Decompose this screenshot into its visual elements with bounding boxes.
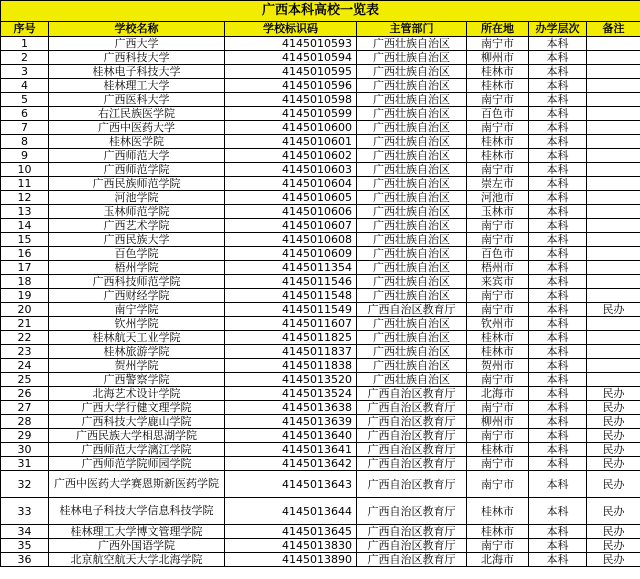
- table-row: [1, 37, 640, 51]
- school-name-cell: 广西外国语学院: [49, 539, 225, 553]
- department-cell: 广西自治区教育厅: [357, 387, 467, 401]
- table-title: 广西本科高校一览表: [1, 1, 640, 22]
- remark-cell: [587, 65, 640, 79]
- remark-cell: [587, 79, 640, 93]
- department-cell: 广西壮族自治区: [357, 79, 467, 93]
- department-cell: 广西壮族自治区: [357, 219, 467, 233]
- school-name-cell: 广西民族大学: [49, 233, 225, 247]
- table-row: [1, 205, 640, 219]
- table-row: [1, 163, 640, 177]
- row-number-cell: 9: [1, 149, 49, 163]
- remark-cell: 民办: [587, 387, 640, 401]
- location-cell: 桂林市: [467, 65, 529, 79]
- level-cell: 本科: [529, 553, 587, 567]
- department-cell: 广西自治区教育厅: [357, 498, 467, 525]
- remark-cell: [587, 163, 640, 177]
- remark-cell: [587, 275, 640, 289]
- table-row: [1, 331, 640, 345]
- table-row: [1, 457, 640, 471]
- level-cell: 本科: [529, 401, 587, 415]
- department-cell: 广西壮族自治区: [357, 177, 467, 191]
- location-cell: 桂林市: [467, 443, 529, 457]
- table-row: [1, 135, 640, 149]
- location-cell: 崇左市: [467, 177, 529, 191]
- level-cell: 本科: [529, 289, 587, 303]
- table-row: [1, 219, 640, 233]
- remark-cell: 民办: [587, 443, 640, 457]
- remark-cell: [587, 233, 640, 247]
- level-cell: 本科: [529, 121, 587, 135]
- department-cell: 广西自治区教育厅: [357, 415, 467, 429]
- remark-cell: 民办: [587, 415, 640, 429]
- level-cell: 本科: [529, 457, 587, 471]
- school-code-cell: 4145010606: [225, 205, 357, 219]
- school-name-cell: 广西中医药大学: [49, 121, 225, 135]
- department-cell: 广西壮族自治区: [357, 205, 467, 219]
- department-cell: 广西壮族自治区: [357, 191, 467, 205]
- table-row: [1, 261, 640, 275]
- school-code-cell: 4145010593: [225, 37, 357, 51]
- remark-cell: [587, 247, 640, 261]
- department-cell: 广西壮族自治区: [357, 233, 467, 247]
- header-cell: 序号: [1, 22, 49, 37]
- row-number-cell: 11: [1, 177, 49, 191]
- remark-cell: [587, 373, 640, 387]
- department-cell: 广西壮族自治区: [357, 289, 467, 303]
- level-cell: 本科: [529, 415, 587, 429]
- row-number-cell: 17: [1, 261, 49, 275]
- department-cell: 广西自治区教育厅: [357, 303, 467, 317]
- school-code-cell: 4145010595: [225, 65, 357, 79]
- remark-cell: [587, 219, 640, 233]
- table-row: [1, 525, 640, 539]
- department-cell: 广西自治区教育厅: [357, 553, 467, 567]
- row-number-cell: 33: [1, 498, 49, 525]
- school-name-cell: 广西师范学院师园学院: [49, 457, 225, 471]
- remark-cell: [587, 135, 640, 149]
- school-name-cell: 广西师范大学: [49, 149, 225, 163]
- row-number-cell: 15: [1, 233, 49, 247]
- school-code-cell: 4145010608: [225, 233, 357, 247]
- location-cell: 南宁市: [467, 121, 529, 135]
- school-name-cell: 玉林师范学院: [49, 205, 225, 219]
- level-cell: 本科: [529, 373, 587, 387]
- school-name-cell: 北京航空航天大学北海学院: [49, 553, 225, 567]
- row-number-cell: 21: [1, 317, 49, 331]
- location-cell: 柳州市: [467, 51, 529, 65]
- location-cell: 玉林市: [467, 205, 529, 219]
- table-row: [1, 247, 640, 261]
- level-cell: 本科: [529, 303, 587, 317]
- row-number-cell: 5: [1, 93, 49, 107]
- level-cell: 本科: [529, 345, 587, 359]
- table-row: [1, 275, 640, 289]
- level-cell: 本科: [529, 317, 587, 331]
- school-name-cell: 广西民族师范学院: [49, 177, 225, 191]
- level-cell: 本科: [529, 525, 587, 539]
- school-code-cell: 4145013641: [225, 443, 357, 457]
- table-row: [1, 233, 640, 247]
- school-code-cell: 4145010601: [225, 135, 357, 149]
- table-row: [1, 443, 640, 457]
- row-number-cell: 35: [1, 539, 49, 553]
- location-cell: 南宁市: [467, 401, 529, 415]
- level-cell: 本科: [529, 331, 587, 345]
- location-cell: 桂林市: [467, 135, 529, 149]
- row-number-cell: 28: [1, 415, 49, 429]
- location-cell: 南宁市: [467, 303, 529, 317]
- department-cell: 广西壮族自治区: [357, 149, 467, 163]
- level-cell: 本科: [529, 498, 587, 525]
- remark-cell: 民办: [587, 498, 640, 525]
- location-cell: 贺州市: [467, 359, 529, 373]
- school-code-cell: 4145013642: [225, 457, 357, 471]
- row-number-cell: 8: [1, 135, 49, 149]
- school-code-cell: 4145011548: [225, 289, 357, 303]
- header-cell: 办学层次: [529, 22, 587, 37]
- row-number-cell: 34: [1, 525, 49, 539]
- level-cell: 本科: [529, 429, 587, 443]
- school-name-cell: 右江民族医学院: [49, 107, 225, 121]
- school-name-cell: 广西师范学院: [49, 163, 225, 177]
- level-cell: 本科: [529, 51, 587, 65]
- location-cell: 南宁市: [467, 471, 529, 498]
- remark-cell: [587, 191, 640, 205]
- header-cell: 所在地: [467, 22, 529, 37]
- table-row: [1, 289, 640, 303]
- level-cell: 本科: [529, 135, 587, 149]
- department-cell: 广西壮族自治区: [357, 261, 467, 275]
- remark-cell: [587, 37, 640, 51]
- school-name-cell: 桂林电子科技大学: [49, 65, 225, 79]
- department-cell: 广西自治区教育厅: [357, 443, 467, 457]
- location-cell: 桂林市: [467, 345, 529, 359]
- school-code-cell: 4145010605: [225, 191, 357, 205]
- row-number-cell: 26: [1, 387, 49, 401]
- school-code-cell: 4145010600: [225, 121, 357, 135]
- department-cell: 广西壮族自治区: [357, 93, 467, 107]
- school-code-cell: 4145011549: [225, 303, 357, 317]
- level-cell: 本科: [529, 247, 587, 261]
- remark-cell: [587, 359, 640, 373]
- department-cell: 广西自治区教育厅: [357, 525, 467, 539]
- location-cell: 南宁市: [467, 289, 529, 303]
- school-name-cell: 桂林旅游学院: [49, 345, 225, 359]
- row-number-cell: 1: [1, 37, 49, 51]
- location-cell: 南宁市: [467, 429, 529, 443]
- row-number-cell: 7: [1, 121, 49, 135]
- school-name-cell: 南宁学院: [49, 303, 225, 317]
- row-number-cell: 18: [1, 275, 49, 289]
- department-cell: 广西壮族自治区: [357, 37, 467, 51]
- row-number-cell: 27: [1, 401, 49, 415]
- school-code-cell: 4145013639: [225, 415, 357, 429]
- school-code-cell: 4145013643: [225, 471, 357, 498]
- location-cell: 钦州市: [467, 317, 529, 331]
- remark-cell: [587, 289, 640, 303]
- school-name-cell: 贺州学院: [49, 359, 225, 373]
- school-code-cell: 4145010604: [225, 177, 357, 191]
- remark-cell: 民办: [587, 401, 640, 415]
- row-number-cell: 2: [1, 51, 49, 65]
- remark-cell: [587, 317, 640, 331]
- department-cell: 广西壮族自治区: [357, 317, 467, 331]
- school-code-cell: 4145013640: [225, 429, 357, 443]
- location-cell: 桂林市: [467, 149, 529, 163]
- level-cell: 本科: [529, 443, 587, 457]
- school-code-cell: 4145013890: [225, 553, 357, 567]
- level-cell: 本科: [529, 275, 587, 289]
- location-cell: 桂林市: [467, 79, 529, 93]
- school-code-cell: 4145011546: [225, 275, 357, 289]
- level-cell: 本科: [529, 65, 587, 79]
- school-name-cell: 广西大学: [49, 37, 225, 51]
- location-cell: 南宁市: [467, 539, 529, 553]
- location-cell: 南宁市: [467, 457, 529, 471]
- school-code-cell: 4145011354: [225, 261, 357, 275]
- location-cell: 桂林市: [467, 331, 529, 345]
- department-cell: 广西壮族自治区: [357, 275, 467, 289]
- department-cell: 广西自治区教育厅: [357, 471, 467, 498]
- row-number-cell: 6: [1, 107, 49, 121]
- location-cell: 百色市: [467, 107, 529, 121]
- table-row: [1, 387, 640, 401]
- school-code-cell: 4145013645: [225, 525, 357, 539]
- level-cell: 本科: [529, 37, 587, 51]
- row-number-cell: 4: [1, 79, 49, 93]
- level-cell: 本科: [529, 93, 587, 107]
- department-cell: 广西壮族自治区: [357, 359, 467, 373]
- level-cell: 本科: [529, 219, 587, 233]
- remark-cell: [587, 107, 640, 121]
- school-name-cell: 桂林航天工业学院: [49, 331, 225, 345]
- remark-cell: [587, 121, 640, 135]
- school-name-cell: 广西民族大学相思湖学院: [49, 429, 225, 443]
- location-cell: 南宁市: [467, 93, 529, 107]
- table-row: [1, 79, 640, 93]
- table-row: [1, 359, 640, 373]
- row-number-cell: 14: [1, 219, 49, 233]
- table-row: [1, 303, 640, 317]
- level-cell: 本科: [529, 233, 587, 247]
- row-number-cell: 16: [1, 247, 49, 261]
- row-number-cell: 3: [1, 65, 49, 79]
- department-cell: 广西壮族自治区: [357, 121, 467, 135]
- school-name-cell: 桂林电子科技大学信息科技学院: [49, 498, 225, 525]
- school-name-cell: 广西师范大学漓江学院: [49, 443, 225, 457]
- row-number-cell: 30: [1, 443, 49, 457]
- location-cell: 河池市: [467, 191, 529, 205]
- table-row: [1, 498, 640, 525]
- school-code-cell: 4145011837: [225, 345, 357, 359]
- department-cell: 广西壮族自治区: [357, 163, 467, 177]
- remark-cell: [587, 205, 640, 219]
- department-cell: 广西自治区教育厅: [357, 539, 467, 553]
- school-name-cell: 桂林医学院: [49, 135, 225, 149]
- location-cell: 南宁市: [467, 37, 529, 51]
- level-cell: 本科: [529, 149, 587, 163]
- level-cell: 本科: [529, 107, 587, 121]
- school-name-cell: 广西大学行健文理学院: [49, 401, 225, 415]
- table-row: [1, 65, 640, 79]
- level-cell: 本科: [529, 191, 587, 205]
- school-name-cell: 河池学院: [49, 191, 225, 205]
- school-name-cell: 北海艺术设计学院: [49, 387, 225, 401]
- location-cell: 来宾市: [467, 275, 529, 289]
- school-name-cell: 梧州学院: [49, 261, 225, 275]
- table-row: [1, 373, 640, 387]
- school-name-cell: 广西医科大学: [49, 93, 225, 107]
- row-number-cell: 32: [1, 471, 49, 498]
- school-code-cell: 4145010609: [225, 247, 357, 261]
- table-row: [1, 317, 640, 331]
- table-row: [1, 401, 640, 415]
- school-code-cell: 4145010602: [225, 149, 357, 163]
- remark-cell: [587, 93, 640, 107]
- row-number-cell: 29: [1, 429, 49, 443]
- level-cell: 本科: [529, 471, 587, 498]
- table-row: [1, 149, 640, 163]
- header-cell: 主管部门: [357, 22, 467, 37]
- remark-cell: [587, 51, 640, 65]
- level-cell: 本科: [529, 359, 587, 373]
- location-cell: 柳州市: [467, 415, 529, 429]
- remark-cell: [587, 331, 640, 345]
- row-number-cell: 24: [1, 359, 49, 373]
- school-code-cell: 4145013830: [225, 539, 357, 553]
- department-cell: 广西自治区教育厅: [357, 457, 467, 471]
- location-cell: 南宁市: [467, 233, 529, 247]
- department-cell: 广西壮族自治区: [357, 345, 467, 359]
- school-code-cell: 4145010596: [225, 79, 357, 93]
- school-code-cell: 4145011838: [225, 359, 357, 373]
- remark-cell: 民办: [587, 539, 640, 553]
- row-number-cell: 22: [1, 331, 49, 345]
- school-code-cell: 4145013520: [225, 373, 357, 387]
- department-cell: 广西壮族自治区: [357, 247, 467, 261]
- location-cell: 北海市: [467, 553, 529, 567]
- level-cell: 本科: [529, 177, 587, 191]
- school-name-cell: 百色学院: [49, 247, 225, 261]
- location-cell: 南宁市: [467, 373, 529, 387]
- school-name-cell: 桂林理工大学博文管理学院: [49, 525, 225, 539]
- school-code-cell: 4145010603: [225, 163, 357, 177]
- location-cell: 桂林市: [467, 525, 529, 539]
- remark-cell: 民办: [587, 471, 640, 498]
- level-cell: 本科: [529, 79, 587, 93]
- school-code-cell: 4145013644: [225, 498, 357, 525]
- remark-cell: 民办: [587, 457, 640, 471]
- table-row: [1, 93, 640, 107]
- school-name-cell: 桂林理工大学: [49, 79, 225, 93]
- remark-cell: [587, 149, 640, 163]
- row-number-cell: 19: [1, 289, 49, 303]
- table-row: [1, 191, 640, 205]
- school-code-cell: 4145010607: [225, 219, 357, 233]
- school-name-cell: 广西中医药大学赛恩斯新医药学院: [49, 471, 225, 498]
- location-cell: 桂林市: [467, 498, 529, 525]
- school-name-cell: 广西警察学院: [49, 373, 225, 387]
- remark-cell: 民办: [587, 553, 640, 567]
- header-cell: 备注: [587, 22, 640, 37]
- row-number-cell: 31: [1, 457, 49, 471]
- department-cell: 广西自治区教育厅: [357, 401, 467, 415]
- school-code-cell: 4145011607: [225, 317, 357, 331]
- table-row: [1, 107, 640, 121]
- school-code-cell: 4145010599: [225, 107, 357, 121]
- location-cell: 南宁市: [467, 219, 529, 233]
- department-cell: 广西壮族自治区: [357, 65, 467, 79]
- table-row: [1, 539, 640, 553]
- department-cell: 广西壮族自治区: [357, 107, 467, 121]
- row-number-cell: 20: [1, 303, 49, 317]
- department-cell: 广西壮族自治区: [357, 373, 467, 387]
- school-name-cell: 广西科技大学鹿山学院: [49, 415, 225, 429]
- department-cell: 广西壮族自治区: [357, 51, 467, 65]
- school-code-cell: 4145011825: [225, 331, 357, 345]
- school-code-cell: 4145013524: [225, 387, 357, 401]
- school-code-cell: 4145010594: [225, 51, 357, 65]
- school-name-cell: 广西艺术学院: [49, 219, 225, 233]
- location-cell: 百色市: [467, 247, 529, 261]
- remark-cell: [587, 345, 640, 359]
- table-row: [1, 121, 640, 135]
- level-cell: 本科: [529, 205, 587, 219]
- remark-cell: 民办: [587, 303, 640, 317]
- row-number-cell: 25: [1, 373, 49, 387]
- row-number-cell: 36: [1, 553, 49, 567]
- table-row: [1, 553, 640, 567]
- row-number-cell: 23: [1, 345, 49, 359]
- level-cell: 本科: [529, 261, 587, 275]
- school-name-cell: 钦州学院: [49, 317, 225, 331]
- row-number-cell: 12: [1, 191, 49, 205]
- header-cell: 学校名称: [49, 22, 225, 37]
- school-name-cell: 广西科技大学: [49, 51, 225, 65]
- table-row: [1, 177, 640, 191]
- location-cell: 北海市: [467, 387, 529, 401]
- header-cell: 学校标识码: [225, 22, 357, 37]
- school-code-cell: 4145010598: [225, 93, 357, 107]
- table-row: [1, 415, 640, 429]
- location-cell: 南宁市: [467, 163, 529, 177]
- header-row: [1, 22, 640, 37]
- department-cell: 广西壮族自治区: [357, 331, 467, 345]
- row-number-cell: 13: [1, 205, 49, 219]
- remark-cell: [587, 261, 640, 275]
- department-cell: 广西壮族自治区: [357, 135, 467, 149]
- level-cell: 本科: [529, 163, 587, 177]
- table-row: [1, 51, 640, 65]
- remark-cell: 民办: [587, 429, 640, 443]
- table-row: [1, 471, 640, 498]
- row-number-cell: 10: [1, 163, 49, 177]
- school-code-cell: 4145013638: [225, 401, 357, 415]
- table-row: [1, 429, 640, 443]
- remark-cell: 民办: [587, 525, 640, 539]
- school-name-cell: 广西财经学院: [49, 289, 225, 303]
- school-name-cell: 广西科技师范学院: [49, 275, 225, 289]
- department-cell: 广西自治区教育厅: [357, 429, 467, 443]
- level-cell: 本科: [529, 539, 587, 553]
- location-cell: 梧州市: [467, 261, 529, 275]
- remark-cell: [587, 177, 640, 191]
- level-cell: 本科: [529, 387, 587, 401]
- table-row: [1, 345, 640, 359]
